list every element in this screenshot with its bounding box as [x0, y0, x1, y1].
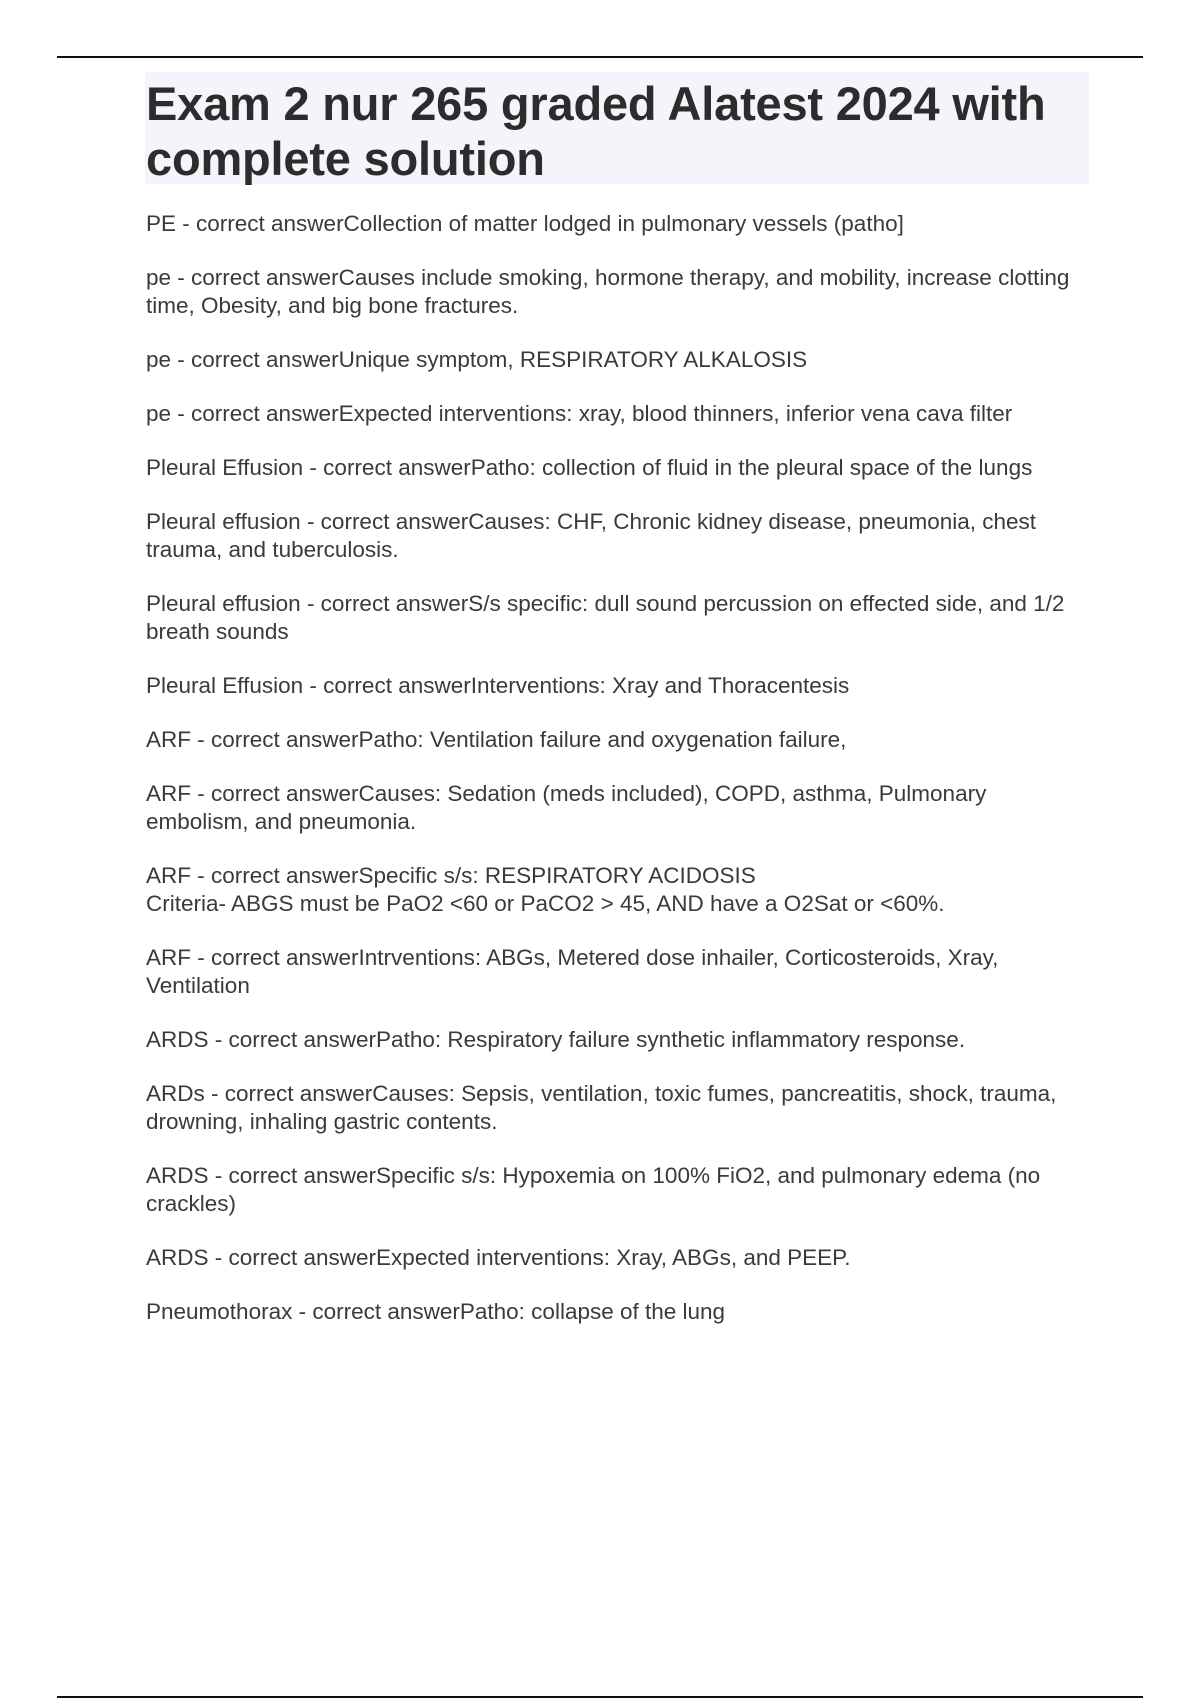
qa-entry: pe - correct answerUnique symptom, RESPIRATORY ALKALOSIS [146, 347, 808, 372]
qa-entry: ARF - correct answerPatho: Ventilation failure and oxygenation failure, [146, 727, 847, 752]
qa-entry: Pleural effusion - correct answerS/s specific: dull sound percussion on effected side, and 1/2 breath sounds [146, 591, 1065, 644]
page-title: Exam 2 nur 265 graded Alatest 2024 with complete solution [146, 77, 1046, 185]
qa-entry: ARDS - correct answerExpected interventions: Xray, ABGs, and PEEP. [146, 1245, 851, 1270]
qa-entry: Pleural effusion - correct answerCauses: CHF, Chronic kidney disease, pneumonia, chest trauma, and tuberculosis. [146, 509, 1037, 562]
bottom-divider [57, 1696, 1143, 1698]
qa-entry: Pneumothorax - correct answerPatho: collapse of the lung [146, 1299, 726, 1324]
qa-entry: PE - correct answerCollection of matter lodged in pulmonary vessels (patho] [146, 211, 904, 236]
title-banner [145, 72, 1089, 184]
qa-list [146, 210, 1086, 1352]
qa-entry: pe - correct answerExpected interventions: xray, blood thinners, inferior vena cava filter [146, 401, 1013, 426]
qa-entry: ARDS - correct answerPatho: Respiratory failure synthetic inflammatory response. [146, 1027, 966, 1052]
qa-entry: ARF - correct answerSpecific s/s: RESPIRATORY ACIDOSIS Criteria- ABGS must be PaO2 <60 or PaCO2 > 45, AND have a O2Sat or <60%. [146, 863, 945, 916]
top-divider [57, 56, 1143, 58]
qa-entry: pe - correct answerCauses include smoking, hormone therapy, and mobility, increase clotting time, Obesity, and big bone fractures. [146, 265, 1070, 318]
qa-entry: ARDs - correct answerCauses: Sepsis, ventilation, toxic fumes, pancreatitis, shock, trauma, drowning, inhaling gastric contents. [146, 1081, 1057, 1134]
qa-entry: ARF - correct answerCauses: Sedation (meds included), COPD, asthma, Pulmonary embolism, and pneumonia. [146, 781, 987, 834]
qa-entry: Pleural Effusion - correct answerInterventions: Xray and Thoracentesis [146, 673, 850, 698]
qa-entry: ARDS - correct answerSpecific s/s: Hypoxemia on 100% FiO2, and pulmonary edema (no crackles) [146, 1163, 1041, 1216]
qa-entry: ARF - correct answerIntrventions: ABGs, Metered dose inhailer, Corticosteroids, Xray, Ventilation [146, 945, 999, 998]
qa-entry: Pleural Effusion - correct answerPatho: collection of fluid in the pleural space of the lungs [146, 455, 1033, 480]
